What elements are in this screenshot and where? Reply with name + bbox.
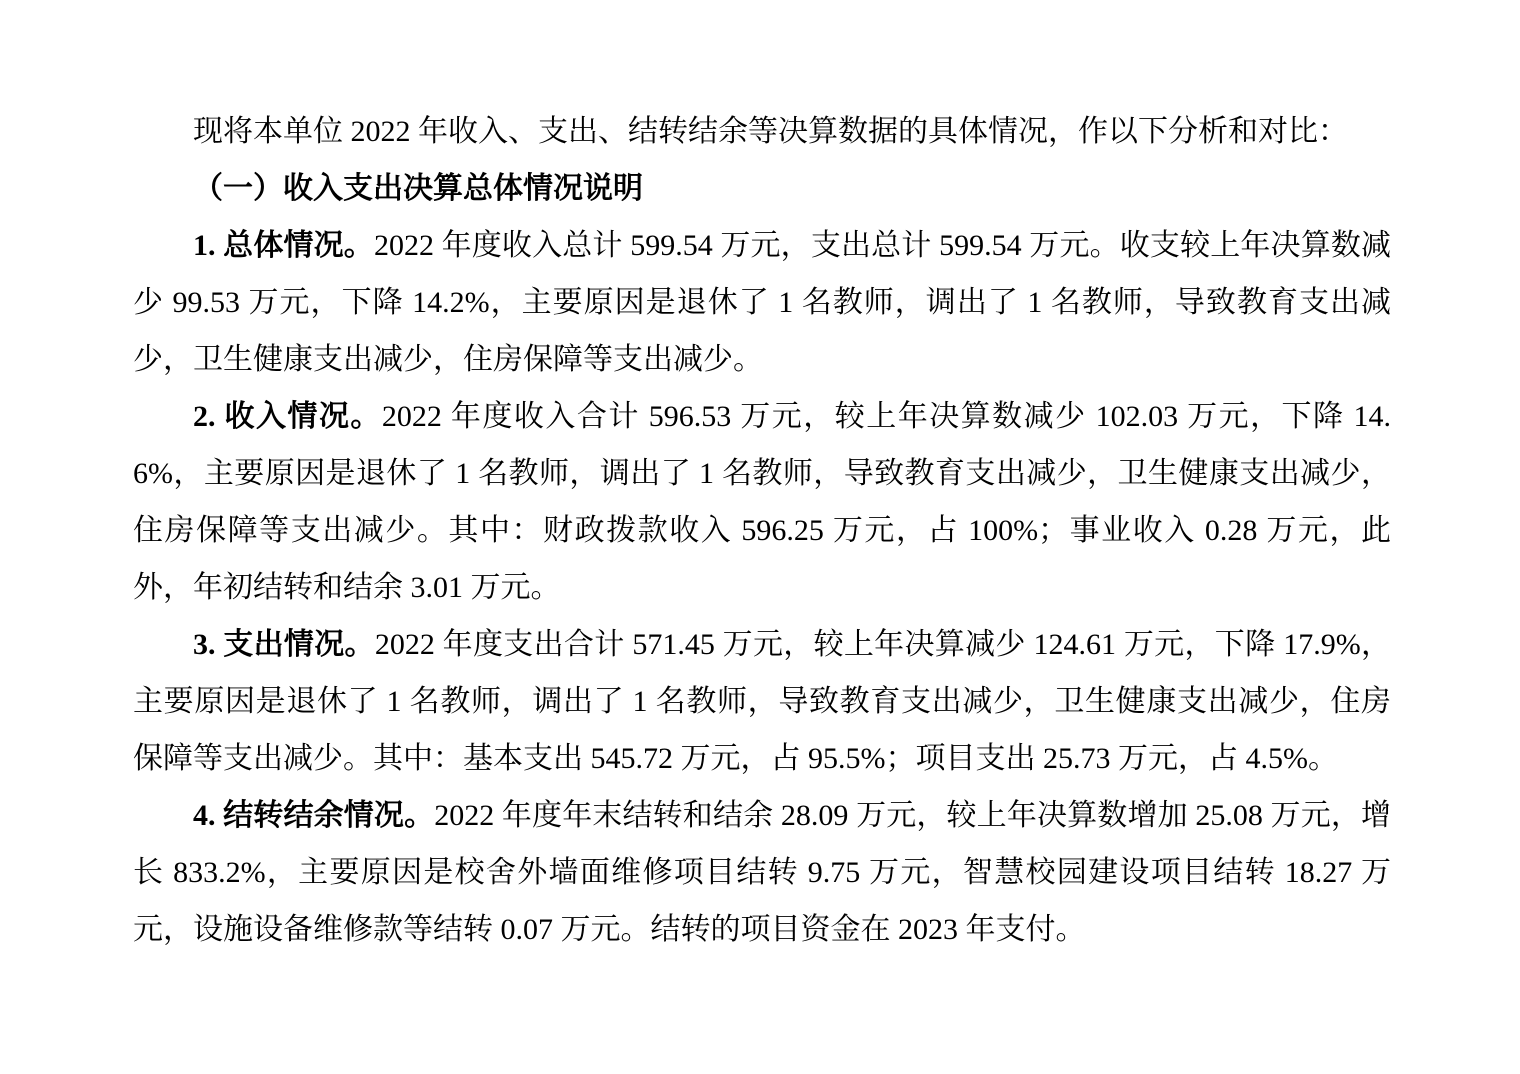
- paragraph-overall-label: 1. 总体情况。: [193, 229, 374, 262]
- paragraph-expenditure-text: 2022 年度支出合计 571.45 万元，较上年决算减少 124.61 万元，下降 17.9%，主要原因是退休了 1 名教师，调出了 1 名教师，导致教育支出减少，卫生健康支出减少，住房保障等支出减少。其中：基本支出 545.72 万元，占 95.5%；项目支出 25.73 万元，占 4.5%。: [133, 628, 1391, 775]
- paragraph-overall: [133, 217, 1391, 388]
- paragraph-expenditure: [133, 616, 1391, 787]
- paragraph-carryover-text: 2022 年度年末结转和结余 28.09 万元，较上年决算数增加 25.08 万元，增长 833.2%，主要原因是校舍外墙面维修项目结转 9.75 万元，智慧校园建设项目结转 18.27 万元，设施设备维修款等结转 0.07 万元。结转的项目资金在 2023 年支付。: [133, 799, 1392, 946]
- document-body: [133, 103, 1391, 958]
- intro-paragraph: [133, 103, 1391, 160]
- section-heading: （一）收入支出决算总体情况说明: [193, 172, 643, 205]
- paragraph-expenditure-label: 3. 支出情况。: [193, 628, 375, 661]
- paragraph-income: [133, 388, 1391, 616]
- paragraph-carryover-label: 4. 结转结余情况。: [193, 799, 435, 832]
- paragraph-income-text: 2022 年度收入合计 596.53 万元，较上年决算数减少 102.03 万元，下降 14.6%，主要原因是退休了 1 名教师，调出了 1 名教师，导致教育支出减少，卫生健康支出减少，住房保障等支出减少。其中：财政拨款收入 596.25 万元，占 100%；事业收入 0.28 万元，此外，年初结转和结余 3.01 万元。: [133, 400, 1392, 604]
- paragraph-overall-text: 2022 年度收入总计 599.54 万元，支出总计 599.54 万元。收支较上年决算数减少 99.53 万元，下降 14.2%，主要原因是退休了 1 名教师，调出了 1 名教师，导致教育支出减少，卫生健康支出减少，住房保障等支出减少。: [133, 229, 1392, 376]
- paragraph-income-label: 2. 收入情况。: [193, 400, 382, 433]
- intro-text: 现将本单位 2022 年收入、支出、结转结余等决算数据的具体情况，作以下分析和对比：: [193, 115, 1348, 148]
- paragraph-carryover: [133, 787, 1391, 958]
